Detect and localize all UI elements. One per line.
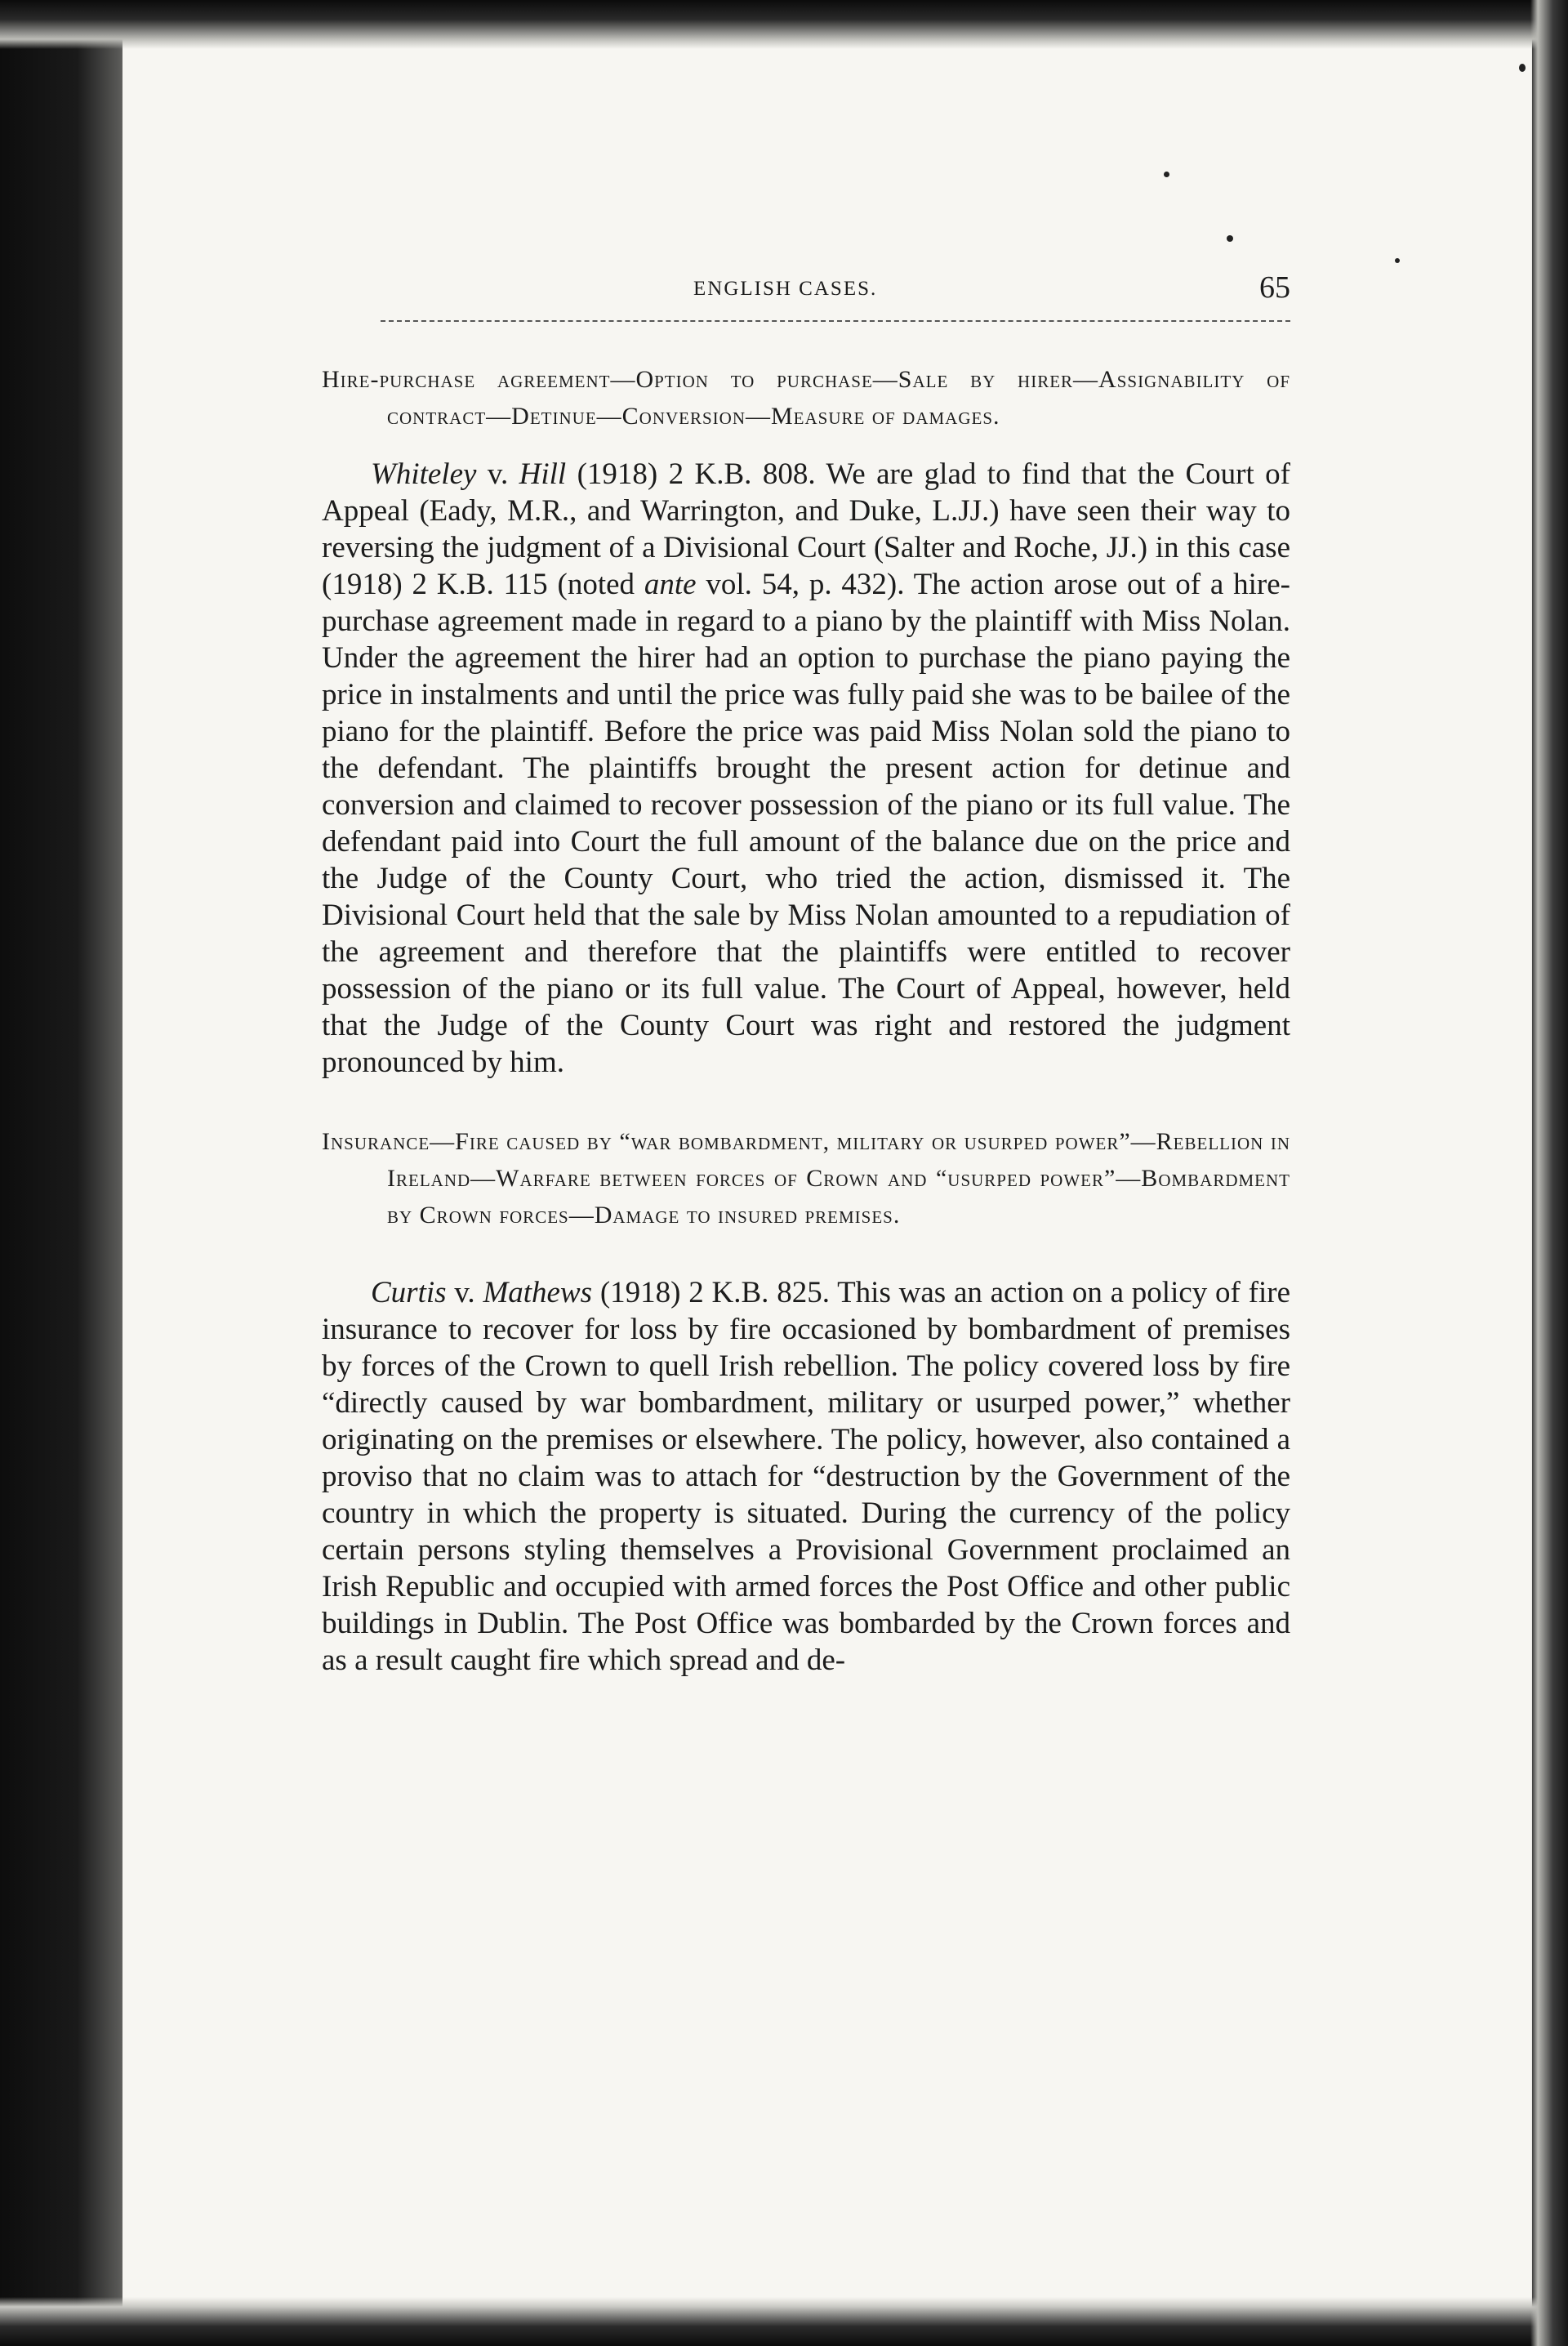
case-name-defendant: Hill — [519, 457, 567, 491]
case-text-part-1: (1918) 2 K.B. 808. We are glad to find that the Court of Appeal (Eady, M.R., and Warrington, and Duke, L.JJ.) have seen their way to reversing the judgment of a Divisional Court (Salter and Roche, JJ.) in this case (1918) 2 K.B. 115 (noted — [322, 457, 1290, 601]
case-summary-curtis-v-mathews — [322, 1274, 1290, 1679]
section-heading-insurance: Insurance—Fire caused by “war bombardment, military or usurped power”—Rebellion in Ireland—Warfare between forces of Crown and “usurped power”—Bombardment by Crown forces—Damage to insured premises. — [322, 1128, 1290, 1229]
page-number: 65 — [1259, 270, 1290, 305]
scan-speck — [1395, 258, 1400, 263]
case-ante: ante — [644, 568, 697, 601]
case-name-plaintiff: Curtis — [371, 1276, 447, 1309]
case-text-part-2: vol. 54, p. 432). The action arose out of a hire-purchase agreement made in regard to a piano by the plaintiff with Miss Nolan. Under the agreement the hirer had an option to purchase the piano paying the price in instalments and until the price was fully paid she was to be bailee of the piano for the plaintiff. Before the price was paid Miss Nolan sold the piano to the defendant. The plaintiffs brought the present action for detinue and conversion and claimed to recover possession of the piano or its full value. The defendant paid into Court the full amount of the balance due on the price and the Judge of the County Court, who tried the action, dismissed it. The Divisional Court held that the sale by Miss Nolan amounted to a repudiation of the agreement and therefore that the plaintiffs were entitled to recover possession of the piano or its full value. The Court of Appeal, however, held that the Judge of the County Court was right and restored the judgment pronounced by him. — [322, 568, 1290, 1079]
case-text: (1918) 2 K.B. 825. This was an action on a policy of fire insurance to recover for loss by fire occasioned by bombardment of premises by forces of the Crown to quell Irish rebellion. The policy covered loss by fire “directly caused by war bombardment, military or usurped power,” whether originating on the premises or elsewhere. The policy, however, also contained a proviso that no claim was to attach for “destruction by the Government of the country in which the property is situated. During the currency of the policy certain persons styling themselves a Provisional Government proclaimed an Irish Republic and occupied with armed forces the Post Office and other public buildings in Dublin. The Post Office was bombarded by the Crown forces and as a result caught fire which spread and de- — [322, 1276, 1290, 1677]
case-summary-whiteley-v-hill — [322, 456, 1290, 1081]
scan-edge-right — [1530, 0, 1568, 2346]
page-content — [322, 270, 1290, 1679]
running-head — [322, 270, 1290, 319]
case-name-plaintiff: Whiteley — [371, 457, 477, 491]
scan-edge-top — [0, 0, 1568, 49]
section-heading-hire-purchase: Hire-purchase agreement—Option to purchase—Sale by hirer—Assignability of contract—Detinue—Conversion—Measure of damages. — [322, 366, 1290, 430]
header-rule — [381, 320, 1290, 322]
case-versus: v. — [446, 1276, 483, 1309]
scan-speck — [1164, 172, 1169, 177]
running-title: ENGLISH CASES. — [693, 278, 878, 300]
scan-speck — [1227, 235, 1233, 242]
scan-speck — [1519, 64, 1526, 72]
scan-edge-bottom — [0, 2297, 1568, 2346]
case-name-defendant: Mathews — [483, 1276, 593, 1309]
case-versus: v. — [476, 457, 519, 491]
